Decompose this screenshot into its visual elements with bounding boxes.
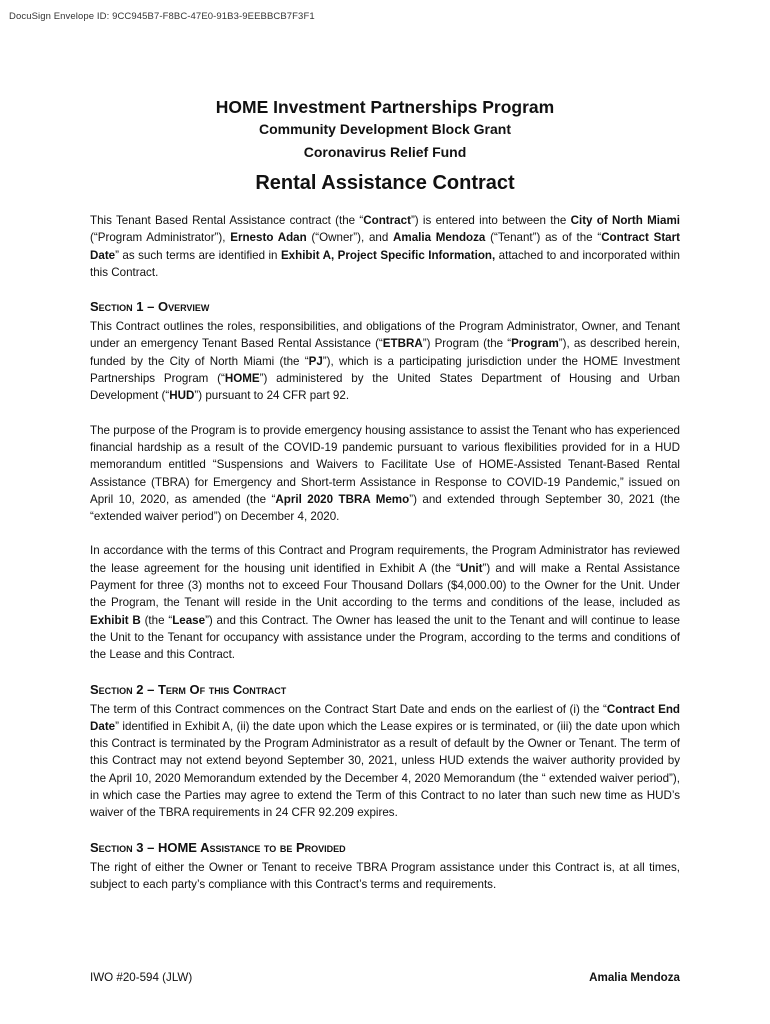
section-1-paragraph-1: This Contract outlines the roles, responsibilities, and obligations of the Program Administrator, Owner, and Tenant under an emergency Tenant Based Rental Assistance (“ETBRA”) Program (the “Program”), as described herein, funded by the City of North Miami (the “PJ”), which is a participating jurisdiction under the HOME Investment Partnerships Program (“HOME”) administered by the United States Department of Housing and Urban Development (“HUD”) pursuant to 24 CFR part 92. — [90, 320, 680, 403]
intro-paragraph: This Tenant Based Rental Assistance contract (the “Contract”) is entered into between the City of North Miami (“Program Administrator”), Ernesto Adan (“Owner”), and Amalia Mendoza (“Tenant”) as of the “Contract Start Date” as such terms are identified in Exhibit A, Project Specific Information, attached to and incorporated within this Contract. — [90, 214, 681, 279]
footer-reference: IWO #20-594 (JLW) — [90, 971, 193, 984]
section-1-paragraph-2: The purpose of the Program is to provide emergency housing assistance to assist the Tenant who has experienced financial hardship as a result of the COVID-19 pandemic pursuant to various flexibilities provided for in a HUD memorandum entitled “Suspensions and Waivers to Facilitate Use of HOME-Assisted Tenant-Based Rental Assistance (TBRA) for Emergency and Short-term Assistance in Response to COVID-19 Pandemic,” issued on April 10, 2020, as amended (the “April 2020 TBRA Memo”) and extended through September 30, 2021 (the “extended waiver period”) on December 4, 2020. — [90, 423, 680, 524]
section-3-heading: Section 3 – HOME Assistance to be Provided — [90, 839, 346, 855]
footer-initials: Amalia Mendoza — [589, 971, 680, 984]
program-subtitle-1: Community Development Block Grant — [258, 121, 512, 137]
envelope-id: DocuSign Envelope ID: 9CC945B7-F8BC-47E0-91B3-9EEBBCB7F3F1 — [9, 11, 315, 22]
section-2-paragraph-1: The term of this Contract commences on the Contract Start Date and ends on the earliest of (i) the “Contract End Date” identified in Exhibit A, (ii) the date upon which the Lease expires or is terminated, or (iii) the date upon which this Contract is terminated by the Program Administrator as a result of default by the Owner or Tenant. The term of this Contract may not extend beyond September 30, 2021, unless HUD extends the waiver authority provided by the April 10, 2020 Memorandum extended by the December 4, 2020 Memorandum (the “ extended waiver period”), in which case the Parties may agree to extend the Term of this Contract to no later than such new time as HUD’s waiver of the TBRA requirements in 24 CFR 92.209 expires. — [90, 702, 680, 820]
section-1-heading: Section 1 – Overview — [90, 299, 210, 315]
document-body — [90, 96, 680, 893]
program-subtitle-2: Coronavirus Relief Fund — [303, 144, 467, 160]
document-title: Rental Assistance Contract — [255, 172, 515, 194]
program-title: HOME Investment Partnerships Program — [215, 97, 555, 117]
section-1-paragraph-3: In accordance with the terms of this Contract and Program requirements, the Program Administrator has reviewed the lease agreement for the housing unit identified in Exhibit A (the “Unit”) and will make a Rental Assistance Payment for three (3) months not to exceed Four Thousand Dollars ($4,000.00) to the Owner for the Unit. Under the Program, the Tenant will reside in the Unit according to the terms and conditions of the lease, included as Exhibit B (the “Lease”) and this Contract. The Owner has leased the unit to the Tenant and will continue to lease the Unit to the Tenant for occupancy with assistance under the Program, according to the terms and conditions of the Lease and this Contract. — [90, 544, 681, 662]
section-3-paragraph-1: The right of either the Owner or Tenant to receive TBRA Program assistance under this Contract is, at all times, subject to each party’s compliance with this Contract’s terms and requirements. — [90, 860, 680, 891]
section-2-heading: Section 2 – Term Of this Contract — [90, 681, 287, 697]
